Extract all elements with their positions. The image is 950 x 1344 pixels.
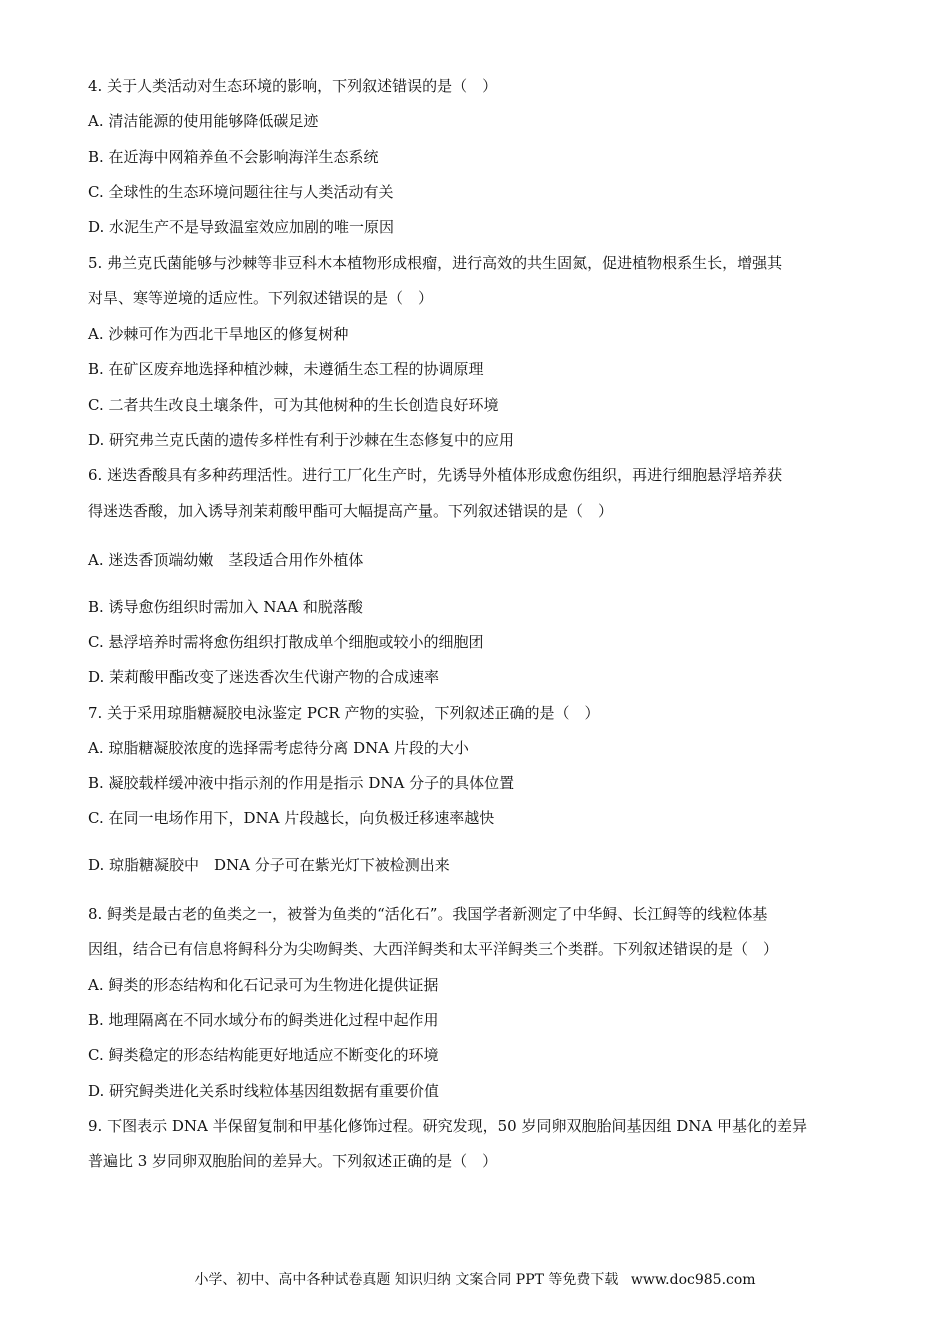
q7-option-b: B. 凝胶载样缓冲液中指示剂的作用是指示 DNA 分子的具体位置 bbox=[88, 774, 515, 792]
q7-option-a: A. 琼脂糖凝胶浓度的选择需考虑待分离 DNA 片段的大小 bbox=[88, 739, 469, 757]
q5-option-c: C. 二者共生改良土壤条件，可为其他树种的生长创造良好环境 bbox=[88, 396, 499, 414]
q5-option-a: A. 沙棘可作为西北干旱地区的修复树种 bbox=[88, 325, 349, 343]
q8-option-b: B. 地理隔离在不同水域分布的鲟类进化过程中起作用 bbox=[88, 1011, 439, 1029]
q6-stem-line1: 6. 迷迭香酸具有多种药理活性。进行工厂化生产时，先诱导外植体形成愈伤组织，再进行细胞悬浮培养获 bbox=[88, 466, 783, 484]
q6-option-b: B. 诱导愈伤组织时需加入 NAA 和脱落酸 bbox=[88, 598, 363, 616]
footer-url[interactable]: www.doc985.com bbox=[630, 1272, 756, 1288]
q8-option-c: C. 鲟类稳定的形态结构能更好地适应不断变化的环境 bbox=[88, 1046, 439, 1064]
q5-option-d: D. 研究弗兰克氏菌的遗传多样性有利于沙棘在生态修复中的应用 bbox=[88, 431, 515, 449]
q7-stem: 7. 关于采用琼脂糖凝胶电泳鉴定 PCR 产物的实验，下列叙述正确的是（ ） bbox=[88, 704, 600, 722]
q8-option-d: D. 研究鲟类进化关系时线粒体基因组数据有重要价值 bbox=[88, 1082, 440, 1100]
q5-option-b: B. 在矿区废弃地选择种植沙棘，未遵循生态工程的协调原理 bbox=[88, 360, 484, 378]
q7-option-d: D. 琼脂糖凝胶中 DNA 分子可在紫光灯下被检测出来 bbox=[88, 856, 450, 874]
q4-stem: 4. 关于人类活动对生态环境的影响，下列叙述错误的是（ ） bbox=[88, 77, 498, 95]
q6-stem-line2: 得迷迭香酸，加入诱导剂茉莉酸甲酯可大幅提高产量。下列叙述错误的是（ ） bbox=[88, 502, 614, 520]
q7-option-c: C. 在同一电场作用下，DNA 片段越长，向负极迁移速率越快 bbox=[88, 809, 495, 827]
q4-option-a: A. 清洁能源的使用能够降低碳足迹 bbox=[88, 112, 319, 130]
q8-stem-line2: 因组，结合已有信息将鲟科分为尖吻鲟类、大西洋鲟类和太平洋鲟类三个类群。下列叙述错误的是（ ） bbox=[88, 940, 779, 958]
q5-stem-line2: 对旱、寒等逆境的适应性。下列叙述错误的是（ ） bbox=[88, 289, 434, 307]
q6-option-a: A. 迷迭香顶端幼嫩 茎段适合用作外植体 bbox=[88, 551, 364, 569]
q9-stem-line1: 9. 下图表示 DNA 半保留复制和甲基化修饰过程。研究发现，50 岁同卵双胞胎间基因组 DNA 甲基化的差异 bbox=[88, 1117, 807, 1135]
q6-option-c: C. 悬浮培养时需将愈伤组织打散成单个细胞或较小的细胞团 bbox=[88, 633, 484, 651]
q4-option-b: B. 在近海中网箱养鱼不会影响海洋生态系统 bbox=[88, 148, 379, 166]
q9-stem-line2: 普遍比 3 岁同卵双胞胎间的差异大。下列叙述正确的是（ ） bbox=[88, 1152, 498, 1170]
page-footer bbox=[0, 1269, 950, 1289]
q5-stem-line1: 5. 弗兰克氏菌能够与沙棘等非豆科木本植物形成根瘤，进行高效的共生固氮，促进植物根系生长，增强其 bbox=[88, 254, 783, 272]
q4-option-d: D. 水泥生产不是导致温室效应加剧的唯一原因 bbox=[88, 218, 395, 236]
q8-stem-line1: 8. 鲟类是最古老的鱼类之一，被誉为鱼类的“活化石”。我国学者新测定了中华鲟、长江鲟等的线粒体基 bbox=[88, 905, 768, 923]
q6-option-d: D. 茉莉酸甲酯改变了迷迭香次生代谢产物的合成速率 bbox=[88, 668, 440, 686]
q4-option-c: C. 全球性的生态环境问题往往与人类活动有关 bbox=[88, 183, 394, 201]
q8-option-a: A. 鲟类的形态结构和化石记录可为生物进化提供证据 bbox=[88, 976, 439, 994]
footer-text: 小学、初中、高中各种试卷真题 知识归纳 文案合同 PPT 等免费下载 bbox=[194, 1272, 619, 1288]
